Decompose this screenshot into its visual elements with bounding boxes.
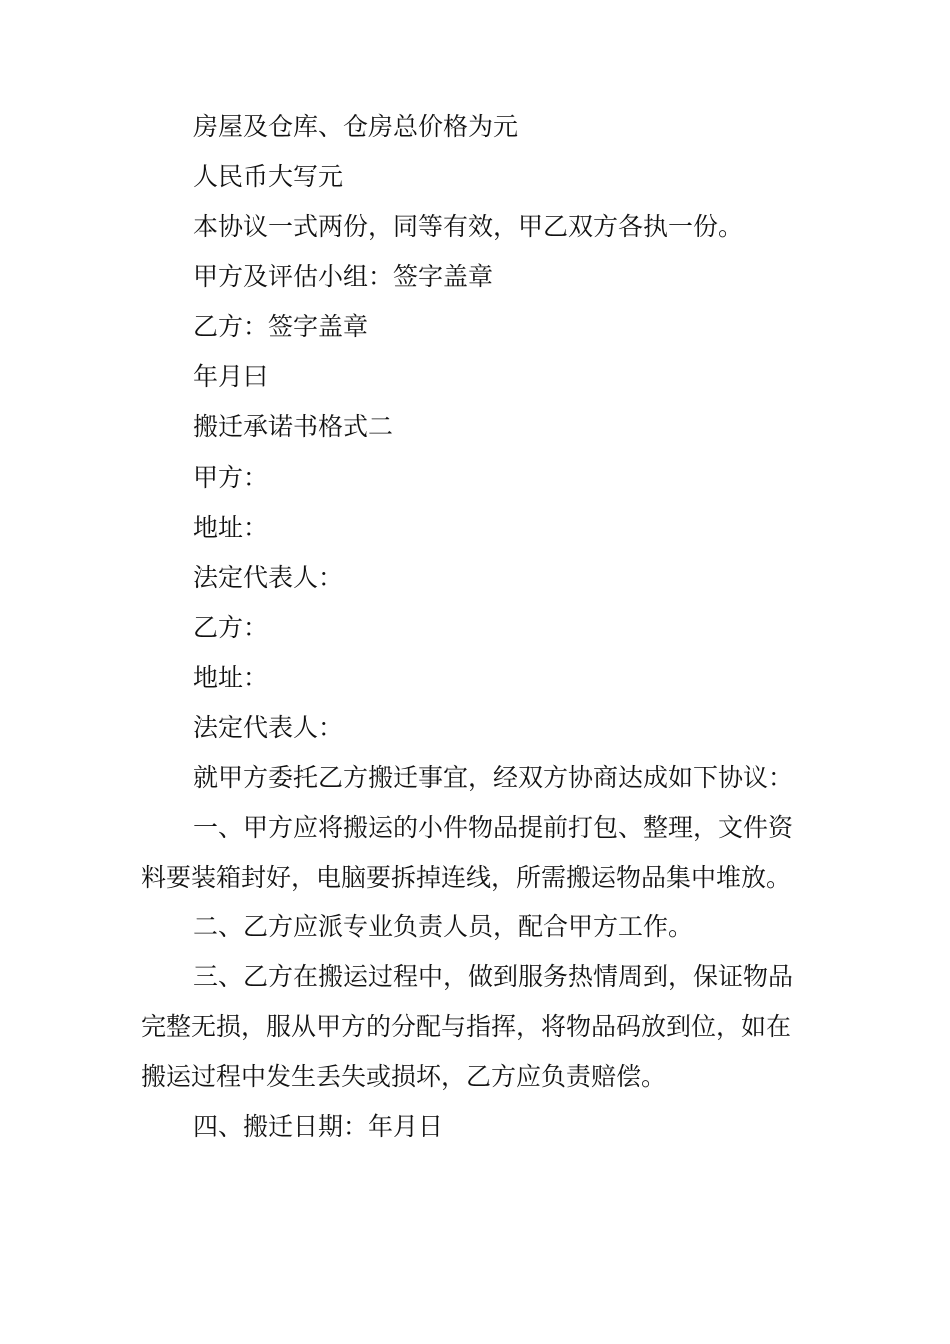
text-line: 甲方：: [193, 463, 269, 492]
text-line: 地址：: [193, 513, 269, 542]
text-line: 三、乙方在搬运过程中，做到服务热情周到，保证物品: [193, 962, 794, 991]
text-line: 乙方：签字盖章: [193, 312, 369, 341]
text-line: 搬运过程中发生丢失或损坏，乙方应负责赔偿。: [141, 1062, 667, 1091]
text-line: 完整无损，服从甲方的分配与指挥，将物品码放到位，如在: [141, 1012, 792, 1041]
text-line: 甲方及评估小组：签字盖章: [193, 262, 494, 291]
text-line: 就甲方委托乙方搬迁事宜，经双方协商达成如下协议：: [193, 763, 794, 792]
text-line: 地址：: [193, 663, 269, 692]
text-line: 二、乙方应派专业负责人员，配合甲方工作。: [193, 912, 694, 941]
text-line: 一、甲方应将搬运的小件物品提前打包、整理，文件资: [193, 813, 794, 842]
section-heading: 搬迁承诺书格式二: [193, 412, 394, 441]
text-line: 年月曰: [193, 362, 269, 391]
text-line: 法定代表人：: [193, 563, 344, 592]
text-line: 四、搬迁日期：年月日: [193, 1112, 444, 1141]
text-line: 本协议一式两份，同等有效，甲乙双方各执一份。: [193, 212, 744, 241]
text-line: 房屋及仓库、仓房总价格为元: [193, 112, 519, 141]
text-line: 人民币大写元: [193, 162, 344, 191]
text-line: 法定代表人：: [193, 713, 344, 742]
text-line: 乙方：: [193, 613, 269, 642]
text-line: 料要装箱封好，电脑要拆掉连线，所需搬运物品集中堆放。: [141, 863, 792, 892]
